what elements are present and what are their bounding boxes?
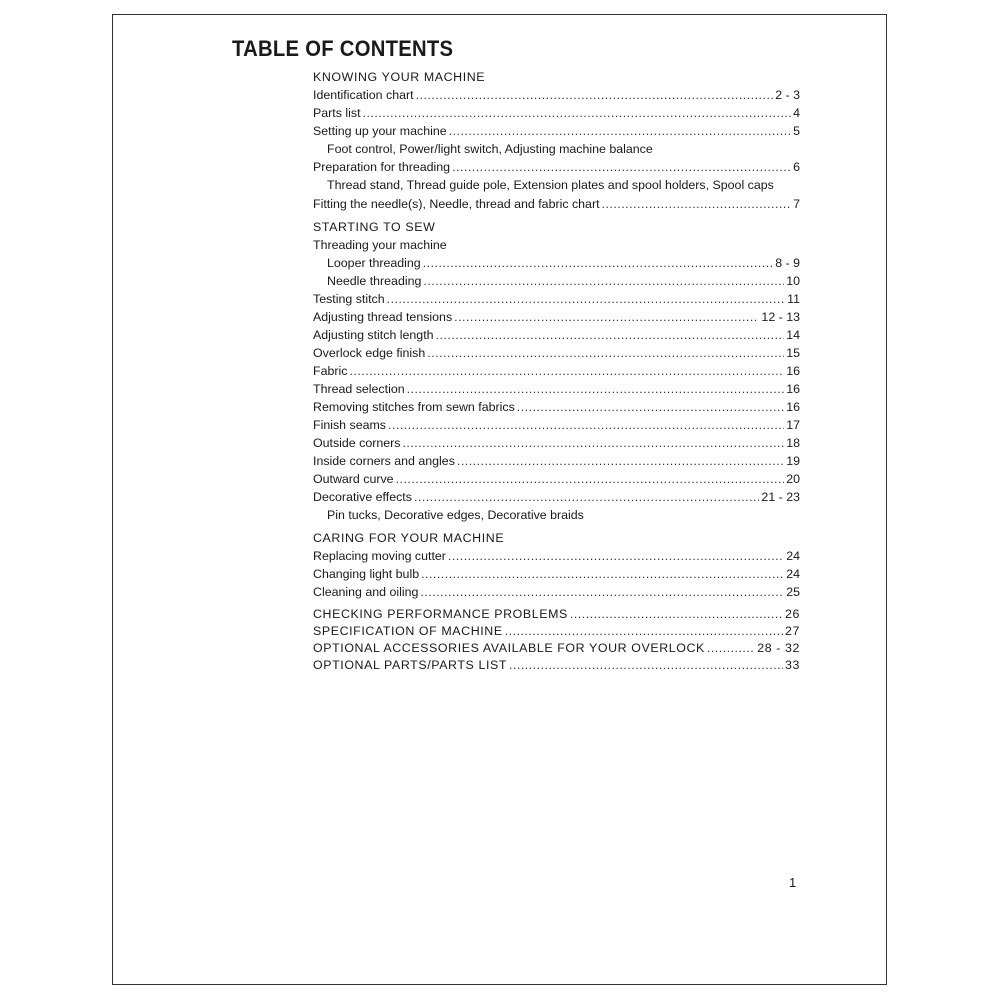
toc-entry xyxy=(313,122,800,140)
toc-entry xyxy=(313,290,800,308)
entry-label: Finish seams xyxy=(313,418,386,432)
leader-dots xyxy=(349,362,784,380)
entry-page: 25 xyxy=(786,585,800,599)
toc-entry xyxy=(313,398,800,416)
leader-dots xyxy=(423,272,784,290)
leader-dots xyxy=(457,452,784,470)
toc-entry xyxy=(313,640,800,657)
toc-entry xyxy=(313,86,800,104)
toc-entry xyxy=(313,606,800,623)
leader-dots xyxy=(436,326,785,344)
leader-dots xyxy=(452,158,791,176)
toc-entry xyxy=(313,416,800,434)
toc-entry xyxy=(313,657,800,674)
toc-entry xyxy=(313,434,800,452)
leader-dots xyxy=(517,398,784,416)
entry-subtopics: Pin tucks, Decorative edges, Decorative braids xyxy=(327,508,584,522)
page-title: TABLE OF CONTENTS xyxy=(232,36,454,61)
entry-page: 18 xyxy=(786,436,800,450)
section-heading-starting-to-sew: STARTING TO SEW xyxy=(313,220,436,234)
toc-entry xyxy=(313,195,800,213)
leader-dots xyxy=(402,434,784,452)
entry-page: 15 xyxy=(786,346,800,360)
entry-label: Fitting the needle(s), Needle, thread and fabric chart xyxy=(313,197,600,211)
entry-label: Adjusting stitch length xyxy=(313,328,434,342)
entry-page: 28 - 32 xyxy=(757,641,800,655)
entry-label: Removing stitches from sewn fabrics xyxy=(313,400,515,414)
entry-page: 17 xyxy=(786,418,800,432)
toc-entry xyxy=(313,488,800,506)
toc-entry xyxy=(313,344,800,362)
entry-page: 16 xyxy=(786,364,800,378)
leader-dots xyxy=(420,583,784,601)
leader-dots xyxy=(449,122,791,140)
leader-dots xyxy=(407,380,785,398)
section-heading-knowing-your-machine: KNOWING YOUR MACHINE xyxy=(313,70,486,84)
entry-label: Needle threading xyxy=(327,274,422,288)
toc-entry xyxy=(313,254,800,272)
entry-label: Cleaning and oiling xyxy=(313,585,419,599)
entry-page: 7 xyxy=(793,197,800,211)
entry-label: Setting up your machine xyxy=(313,124,447,138)
entry-label: Decorative effects xyxy=(313,490,412,504)
leader-dots xyxy=(416,86,774,104)
entry-page: 16 xyxy=(786,382,800,396)
entry-label: Overlock edge finish xyxy=(313,346,426,360)
entry-label: Threading your machine xyxy=(313,238,447,252)
entry-label: Adjusting thread tensions xyxy=(313,310,453,324)
section-heading-caring-for-your-machine: CARING FOR YOUR MACHINE xyxy=(313,531,505,545)
entry-label: Fabric xyxy=(313,364,348,378)
toc-entry xyxy=(313,362,800,380)
toc-entry xyxy=(313,380,800,398)
entry-page: 4 xyxy=(793,106,800,120)
entry-label: CHECKING PERFORMANCE PROBLEMS xyxy=(313,607,568,621)
leader-dots xyxy=(505,623,783,640)
leader-dots xyxy=(427,344,784,362)
entry-label: Looper threading xyxy=(327,256,421,270)
entry-label: Outside corners xyxy=(313,436,401,450)
entry-page: 26 xyxy=(785,607,800,621)
toc-entry xyxy=(313,452,800,470)
entry-page: 24 xyxy=(786,549,800,563)
toc-group-label xyxy=(313,236,800,254)
leader-dots xyxy=(421,565,784,583)
toc-entry xyxy=(313,104,800,122)
page-number: 1 xyxy=(789,875,797,890)
entry-label: Replacing moving cutter xyxy=(313,549,446,563)
entry-label: OPTIONAL PARTS/PARTS LIST xyxy=(313,658,508,672)
toc-entry xyxy=(313,470,800,488)
entry-label: Outward curve xyxy=(313,472,394,486)
entry-page: 6 xyxy=(793,160,800,174)
entry-page: 21 - 23 xyxy=(761,490,800,504)
entry-page: 2 - 3 xyxy=(775,88,800,102)
leader-dots xyxy=(509,657,783,674)
toc-entry xyxy=(313,158,800,176)
entry-label: Preparation for threading xyxy=(313,160,451,174)
entry-label: SPECIFICATION OF MACHINE xyxy=(313,624,503,638)
entry-label: Inside corners and angles xyxy=(313,454,455,468)
leader-dots xyxy=(707,640,755,657)
leader-dots xyxy=(423,254,774,272)
leader-dots xyxy=(414,488,759,506)
table-of-contents xyxy=(313,68,800,674)
entry-label: Identification chart xyxy=(313,88,414,102)
leader-dots xyxy=(602,195,792,213)
toc-entry xyxy=(313,308,800,326)
toc-entry xyxy=(313,583,800,601)
leader-dots xyxy=(388,416,784,434)
entry-page: 33 xyxy=(785,658,800,672)
entry-subtopics: Foot control, Power/light switch, Adjusting machine balance xyxy=(327,142,653,156)
entry-page: 27 xyxy=(785,624,800,638)
entry-label: Thread selection xyxy=(313,382,405,396)
leader-dots xyxy=(454,308,759,326)
toc-entry xyxy=(313,547,800,565)
leader-dots xyxy=(396,470,785,488)
entry-page: 16 xyxy=(786,400,800,414)
entry-subtopics: Thread stand, Thread guide pole, Extension plates and spool holders, Spool caps xyxy=(327,178,774,192)
toc-entry xyxy=(313,272,800,290)
leader-dots xyxy=(387,290,786,308)
leader-dots xyxy=(363,104,792,122)
toc-entry xyxy=(313,326,800,344)
entry-page: 10 xyxy=(786,274,800,288)
toc-entry xyxy=(313,623,800,640)
entry-page: 5 xyxy=(793,124,800,138)
entry-page: 14 xyxy=(786,328,800,342)
entry-page: 19 xyxy=(786,454,800,468)
entry-page: 20 xyxy=(786,472,800,486)
entry-page: 11 xyxy=(787,292,800,306)
entry-page: 24 xyxy=(786,567,800,581)
entry-label: Changing light bulb xyxy=(313,567,420,581)
leader-dots xyxy=(448,547,784,565)
entry-label: OPTIONAL ACCESSORIES AVAILABLE FOR YOUR OVERLOCK xyxy=(313,641,705,655)
entry-page: 8 - 9 xyxy=(775,256,800,270)
leader-dots xyxy=(570,606,783,623)
entry-label: Parts list xyxy=(313,106,361,120)
toc-entry xyxy=(313,565,800,583)
entry-label: Testing stitch xyxy=(313,292,385,306)
entry-page: 12 - 13 xyxy=(761,310,800,324)
